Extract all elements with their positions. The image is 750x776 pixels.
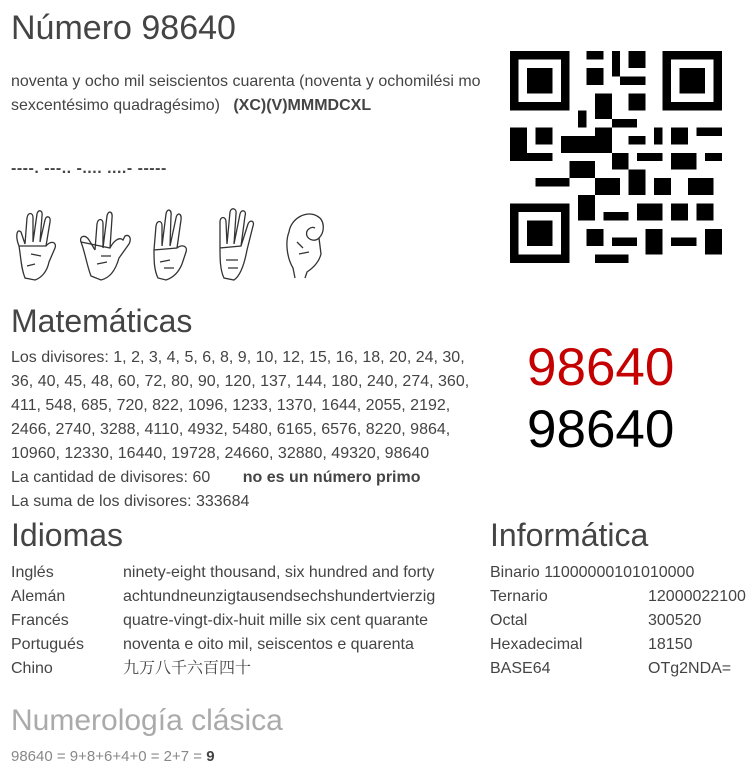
qr-code-icon bbox=[510, 51, 722, 263]
language-name: Francés bbox=[11, 612, 69, 629]
divisor-count: La cantidad de divisores: 60 bbox=[11, 469, 211, 486]
language-name: Alemán bbox=[11, 588, 66, 605]
language-name: Chino bbox=[11, 660, 53, 677]
language-name: Portugués bbox=[11, 636, 84, 653]
roman-numeral: (XC)(V)MMMDCXL bbox=[233, 97, 372, 114]
divisor-sum: La suma de los divisores: 333684 bbox=[11, 493, 250, 510]
binary-value: Binario 11000000101010000 bbox=[490, 564, 695, 581]
morse-code: ----. ---.. -.... ....- ----- bbox=[11, 160, 167, 177]
language-text: ninety-eight thousand, six hundred and forty bbox=[123, 564, 435, 581]
divisors-line bbox=[11, 346, 481, 370]
divisors-line: 411, 548, 685, 720, 822, 1096, 1233, 1370, 1644, 2055, 2192, bbox=[11, 397, 451, 414]
table-row bbox=[11, 585, 435, 609]
base-name: Octal bbox=[490, 612, 528, 629]
hand-nine-icon bbox=[11, 206, 71, 282]
base-name: Ternario bbox=[490, 588, 548, 605]
table-row bbox=[11, 609, 435, 633]
table-row bbox=[11, 633, 435, 657]
divisors-line: 36, 40, 45, 48, 60, 72, 80, 90, 120, 137, 144, 180, 240, 274, 360, bbox=[11, 373, 470, 390]
numerology-sum: 98640 = 9+8+6+4+0 = 2+7 = bbox=[11, 748, 207, 765]
computing-heading: Informática bbox=[490, 517, 649, 553]
sign-language-hands bbox=[11, 206, 339, 282]
languages-heading: Idiomas bbox=[11, 517, 124, 553]
table-row bbox=[11, 561, 435, 585]
divisors-label: Los divisores: bbox=[11, 349, 109, 366]
base-value: 18150 bbox=[648, 636, 693, 653]
number-in-words: noventa y ocho mil seiscientos cuarenta (noventa y ochomilési mo sexcentésimo quadragésimo) bbox=[11, 73, 481, 114]
base-name: BASE64 bbox=[490, 660, 551, 677]
table-row bbox=[490, 633, 746, 657]
language-text: quatre-vingt-dix-huit mille six cent quarante bbox=[123, 612, 429, 629]
language-text: achtundneunzigtausendsechshundertvierzig bbox=[123, 588, 436, 605]
divisors-line: 10960, 12330, 16440, 19728, 24660, 32880, 49320, 98640 bbox=[11, 445, 430, 462]
number-description bbox=[11, 70, 481, 118]
divisors-list: 1, 2, 3, 4, 5, 6, 8, 9, 10, 12, 15, 16, 18, 20, 24, 30, bbox=[113, 349, 465, 366]
base-value: OTg2NDA= bbox=[648, 660, 732, 677]
hand-four-icon bbox=[210, 206, 270, 282]
computing-table bbox=[490, 561, 746, 681]
language-text: noventa e oito mil, seiscentos e quarenta bbox=[123, 636, 414, 653]
numerology-formula bbox=[11, 748, 215, 765]
numerology-heading: Numerología clásica bbox=[11, 704, 283, 737]
table-row bbox=[490, 561, 746, 585]
hand-zero-icon bbox=[277, 206, 337, 282]
prime-status: no es un número primo bbox=[242, 469, 421, 486]
table-row bbox=[11, 657, 435, 681]
base-value: 12000022100 bbox=[648, 588, 746, 605]
big-number-black: 98640 bbox=[527, 400, 675, 459]
language-text: 九万八千六百四十 bbox=[123, 660, 252, 677]
table-row bbox=[490, 585, 746, 609]
page-title: Número 98640 bbox=[11, 9, 236, 47]
numerology-result: 9 bbox=[206, 748, 215, 765]
math-section bbox=[11, 346, 481, 514]
big-number-red: 98640 bbox=[527, 338, 675, 397]
divisors-line: 2466, 2740, 3288, 4110, 4932, 5480, 6165, 6576, 8220, 9864, bbox=[11, 421, 451, 438]
language-name: Inglés bbox=[11, 564, 54, 581]
table-row bbox=[490, 657, 746, 681]
table-row bbox=[490, 609, 746, 633]
base-value: 300520 bbox=[648, 612, 702, 629]
hand-eight-icon bbox=[77, 206, 137, 282]
base-name: Hexadecimal bbox=[490, 636, 583, 653]
languages-table bbox=[11, 561, 435, 681]
hand-six-icon bbox=[144, 206, 204, 282]
math-heading: Matemáticas bbox=[11, 303, 193, 339]
